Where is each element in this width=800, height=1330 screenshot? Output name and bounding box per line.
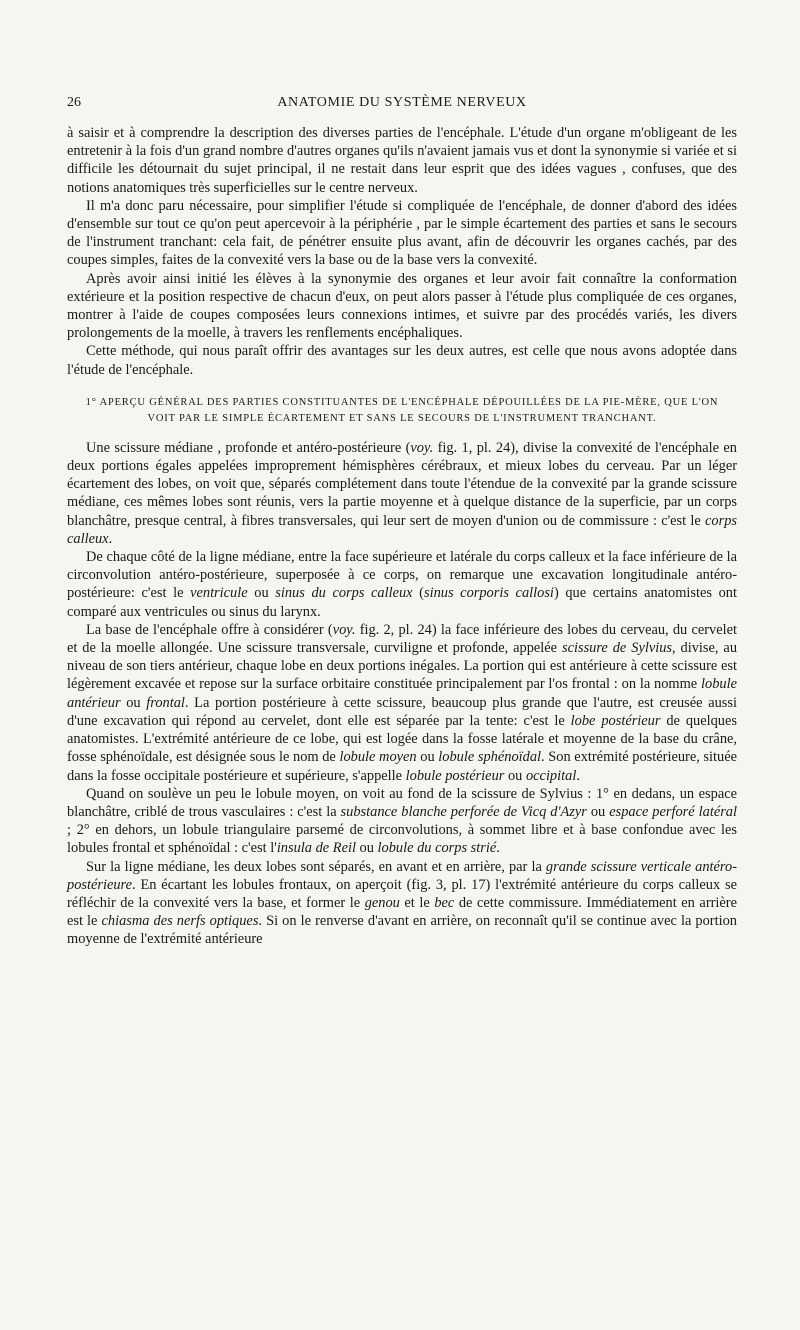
page-number: 26 [67,95,81,110]
section-heading-line-1: 1° APERÇU GÉNÉRAL DES PARTIES CONSTITUANTES DE L'ENCÉPHALE DÉPOUILLÉES DE LA PIE-MÈRE, QUE L'ON [85,396,719,408]
body-text [67,124,737,949]
term-corps-calleux: corps calleux [67,512,737,547]
paragraph-3: Après avoir ainsi initié les élèves à la synonymie des organes et leur avoir fait connaître la conformation extérieure et la position respective de chacun d'eux, on peut alors passer à l'étude plus compliquée de ces organes, montrer à l'aide de coupes composées leurs connexions intimes, et suivre par des procédés variés, les divers prolongements de la moelle, à travers les renflements encéphaliques. [67,270,737,342]
section-heading [67,395,737,427]
paragraph-4: Cette méthode, qui nous paraît offrir des avantages sur les deux autres, est celle que nous avons adoptée dans l'étude de l'encéphale. [67,343,737,378]
paragraph-7: La base de l'encéphale offre à considérer (voy. fig. 2, pl. 24) la face inférieure des lobes du cerveau, du cervelet et de la moelle allongée. Une scissure transversale, curviligne et profonde, appelée scissure de Sylvius, divise, au niveau de son tiers antérieur, chaque lobe en deux portions inégales. La portion qui est antérieure à cette scissure est légèrement excavée et repose sur la surface orbitaire constituée principalement par l'os frontal : on la nomme lobule antérieur ou frontal. La portion postérieure à cette scissure, beaucoup plus grande que l'autre, est creusée aussi d'une excavation qui répond au cervelet, dont elle est séparée par la tente: c'est le lobe postérieur de quelques anatomistes. L'extrémité antérieure de ce lobe, qui est logée dans la fosse latérale et moyenne de la base du crâne, fosse sphénoïdale, est désignée sous le nom de lobule moyen ou lobule sphénoïdal. Son extrémité postérieure, située dans la fosse occipitale postérieure et supérieure, s'appelle lobule postérieur ou occipital. [67,621,738,784]
paragraph-2: Il m'a donc paru nécessaire, pour simplifier l'étude si compliquée de l'encéphale, de donner d'abord des idées d'ensemble sur tout ce qu'on peut apercevoir à la périphérie , par le simple écartement des parties et sans le secours de l'instrument tranchant: cela fait, de pénétrer ensuite plus avant, afin de découvrir les organes cachés, par des coupes simples, faites de la convexité vers la base ou de la base vers la convexité. [67,197,737,269]
paragraph-5: Une scissure médiane , profonde et antéro-postérieure (voy. fig. 1, pl. 24), divise la convexité de l'encéphale en deux portions égales appelées improprement hémisphères cérébraux, et mieux lobes du cerveau. Par un léger écartement des lobes, on voit que, séparés complétement dans toute l'étendue de la convexité par la grande scissure médiane, ces mêmes lobes sont réunis, vers la partie moyenne et à quelque distance de la superficie, par un corps blanchâtre, presque central, à fibres transversales, qui leur sert de moyen d'union ou de commissure : c'est le corps calleux. [67,439,737,547]
paragraph-6: De chaque côté de la ligne médiane, entre la face supérieure et latérale du corps calleux et la face inférieure de la circonvolution antéro-postérieure, superposée à ce corps, on remarque une excavation longitudinale antéro-postérieure: c'est le ventricule ou sinus du corps calleux (sinus corporis callosi) que certains anatomistes ont comparé aux ventricules ou sinus du larynx. [67,549,737,620]
running-head: ANATOMIE DU SYSTÈME NERVEUX [277,95,527,110]
page-header [67,95,737,117]
paragraph-8: Quand on soulève un peu le lobule moyen, on voit au fond de la scissure de Sylvius : 1° en dedans, un espace blanchâtre, criblé de trous vasculaires : c'est la substance blanche perforée de Vicq d'Azyr ou espace perforé latéral ; 2° en dehors, un lobule triangulaire parsemé de circonvolutions, à sommet libre et à base confondue avec les lobules frontal et sphénoïdal : c'est l'insula de Reil ou lobule du corps strié. [67,785,737,857]
paragraph-1: à saisir et à comprendre la description des diverses parties de l'encéphale. L'étude d'un organe m'obligeant de les entretenir à la fois d'un grand nombre d'autres organes qu'ils n'avaient jamais vus et dont la synonymie si variée et si difficile les détournait du sujet principal, il ne restait dans leur esprit que des idées vagues , confuses, que des notions anatomiques très superficielles sur le centre nerveux. [67,125,737,196]
section-heading-line-2: VOIT PAR LE SIMPLE ÉCARTEMENT ET SANS LE SECOURS DE L'INSTRUMENT TRANCHANT. [147,412,657,424]
paragraph-9: Sur la ligne médiane, les deux lobes sont séparés, en avant et en arrière, par la grande scissure verticale antéro-postérieure. En écartant les lobules frontaux, on aperçoit (fig. 3, pl. 17) l'extrémité antérieure du corps calleux se réfléchir de la convexité vers la base, et former le genou et le bec de cette commissure. Immédiatement en arrière est le chiasma des nerfs optiques. Si on le renverse d'avant en arrière, on reconnaît qu'il se continue avec la portion moyenne de l'extrémité antérieure [67,858,737,948]
